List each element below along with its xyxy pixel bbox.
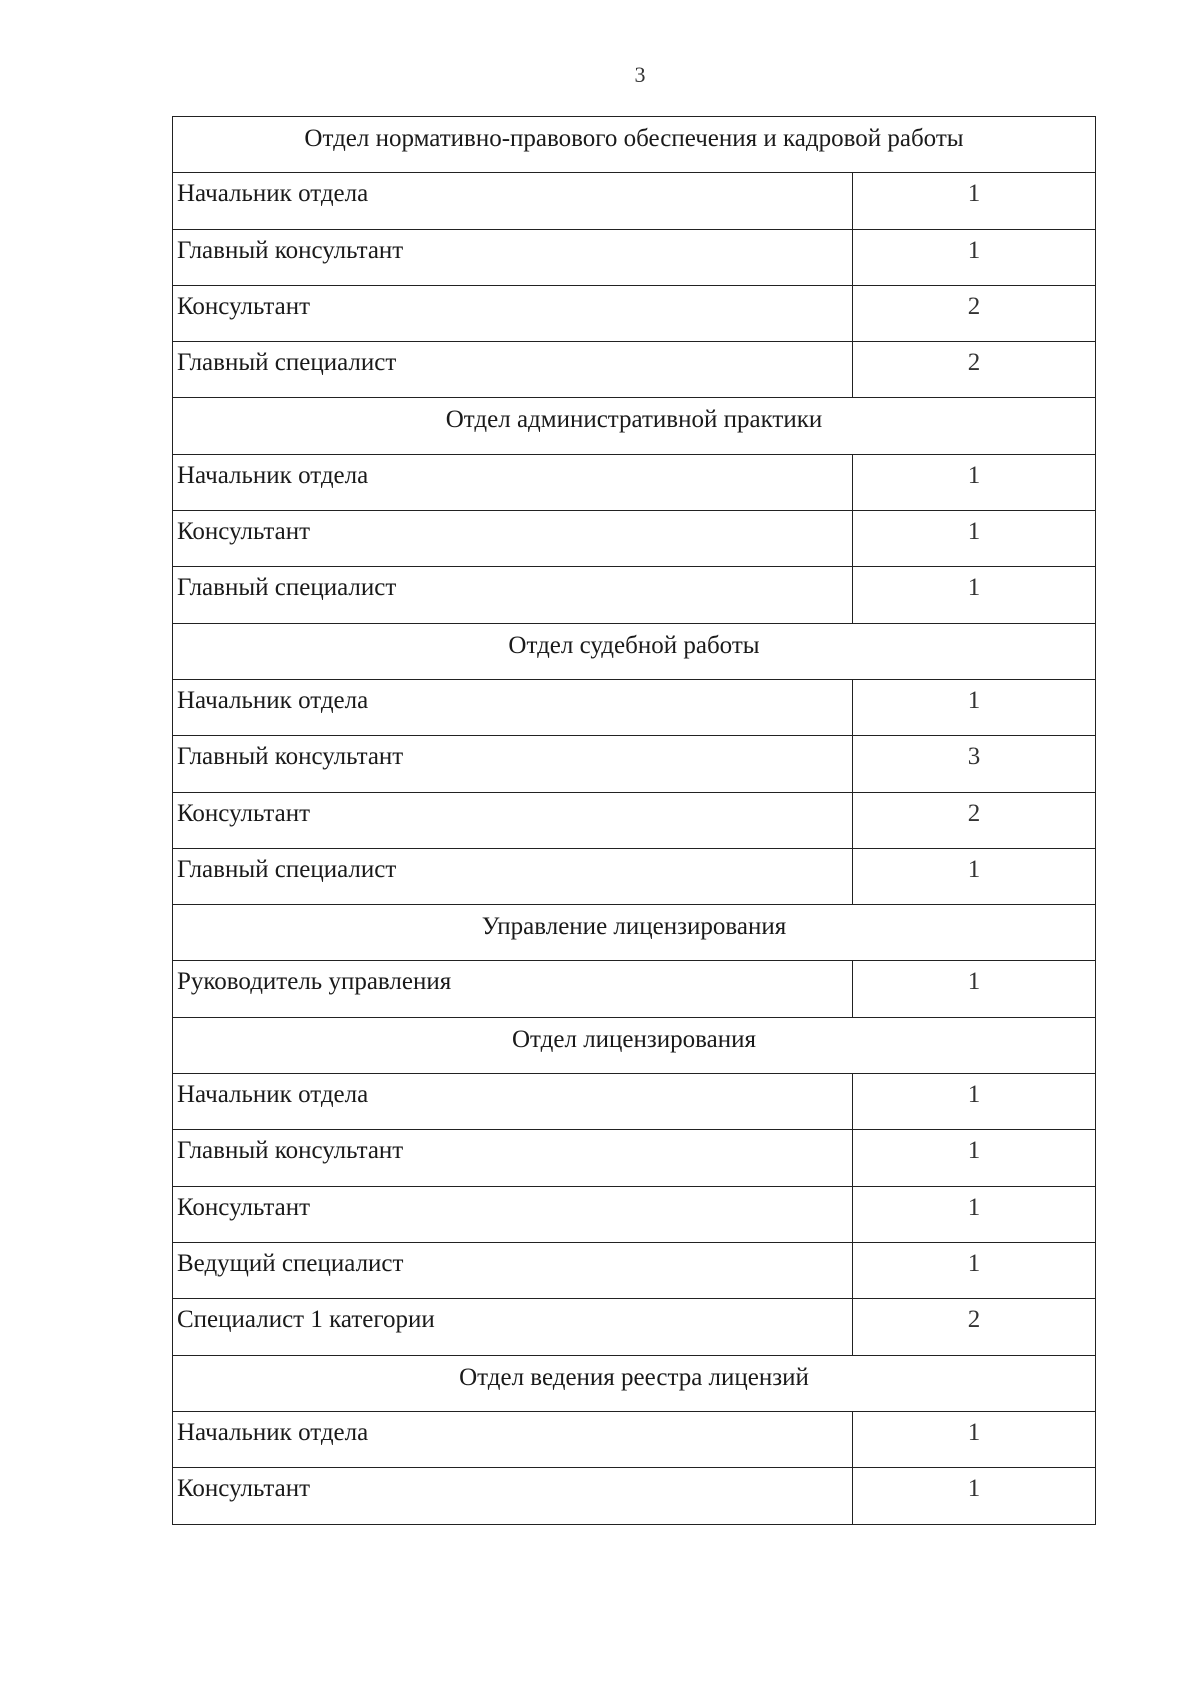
position-row	[173, 342, 1095, 398]
department-header-row	[173, 905, 1095, 961]
position-name: Консультант	[173, 1187, 853, 1242]
position-row	[173, 1243, 1095, 1299]
position-name: Начальник отдела	[173, 1074, 853, 1129]
position-name: Главный консультант	[173, 736, 853, 791]
department-title: Отдел административной практики	[445, 406, 823, 434]
position-count: 2	[967, 1306, 981, 1334]
position-row	[173, 173, 1095, 229]
position-row	[173, 1130, 1095, 1186]
position-count: 1	[967, 1475, 981, 1503]
position-row	[173, 567, 1095, 623]
position-name: Консультант	[173, 286, 853, 341]
position-row	[173, 511, 1095, 567]
position-row	[173, 1468, 1095, 1524]
position-count: 2	[967, 799, 981, 827]
position-name: Руководитель управления	[173, 961, 853, 1016]
position-count: 1	[967, 461, 981, 489]
department-title: Отдел судебной работы	[508, 631, 760, 659]
position-name: Начальник отдела	[173, 680, 853, 735]
position-name: Начальник отдела	[173, 455, 853, 510]
position-count: 1	[967, 855, 981, 883]
position-name: Начальник отдела	[173, 173, 853, 228]
department-title: Отдел нормативно-правового обеспечения и кадровой работы	[304, 125, 964, 152]
position-count: 3	[967, 743, 981, 771]
position-count: 1	[967, 1193, 981, 1221]
position-row	[173, 1412, 1095, 1468]
position-count: 1	[967, 686, 981, 714]
position-count: 2	[967, 292, 981, 320]
department-title: Отдел лицензирования	[512, 1025, 756, 1053]
department-header-row	[173, 624, 1095, 680]
position-row	[173, 1074, 1095, 1130]
position-row	[173, 736, 1095, 792]
position-count: 1	[967, 968, 981, 996]
position-row	[173, 230, 1095, 286]
position-count: 1	[967, 1418, 981, 1446]
position-row	[173, 1299, 1095, 1355]
position-name: Ведущий специалист	[173, 1243, 853, 1298]
position-count: 1	[967, 1081, 981, 1109]
position-name: Главный специалист	[173, 567, 853, 622]
position-row	[173, 961, 1095, 1017]
position-count: 1	[967, 180, 981, 208]
department-header-row	[173, 1356, 1095, 1412]
position-name: Специалист 1 категории	[173, 1299, 853, 1354]
staff-table	[172, 116, 1096, 1525]
position-count: 1	[967, 1137, 981, 1165]
position-name: Начальник отдела	[173, 1412, 853, 1467]
position-name: Консультант	[173, 793, 853, 848]
position-name: Главный специалист	[173, 342, 853, 397]
position-count: 1	[967, 236, 981, 264]
position-row	[173, 286, 1095, 342]
department-header-row	[173, 398, 1095, 454]
position-name: Главный консультант	[173, 230, 853, 285]
position-row	[173, 680, 1095, 736]
position-row	[173, 793, 1095, 849]
position-count: 1	[967, 1249, 981, 1277]
department-header-row	[173, 1018, 1095, 1074]
position-count: 1	[967, 518, 981, 546]
page-number: 3	[634, 62, 646, 87]
department-title: Управление лицензирования	[481, 913, 787, 941]
position-row	[173, 1187, 1095, 1243]
position-name: Главный специалист	[173, 849, 853, 904]
department-header-row	[173, 117, 1095, 173]
position-row	[173, 849, 1095, 905]
position-name: Консультант	[173, 1468, 853, 1524]
position-name: Консультант	[173, 511, 853, 566]
department-title: Отдел ведения реестра лицензий	[459, 1363, 809, 1391]
position-count: 1	[967, 574, 981, 602]
position-name: Главный консультант	[173, 1130, 853, 1185]
position-row	[173, 455, 1095, 511]
position-count: 2	[967, 349, 981, 377]
